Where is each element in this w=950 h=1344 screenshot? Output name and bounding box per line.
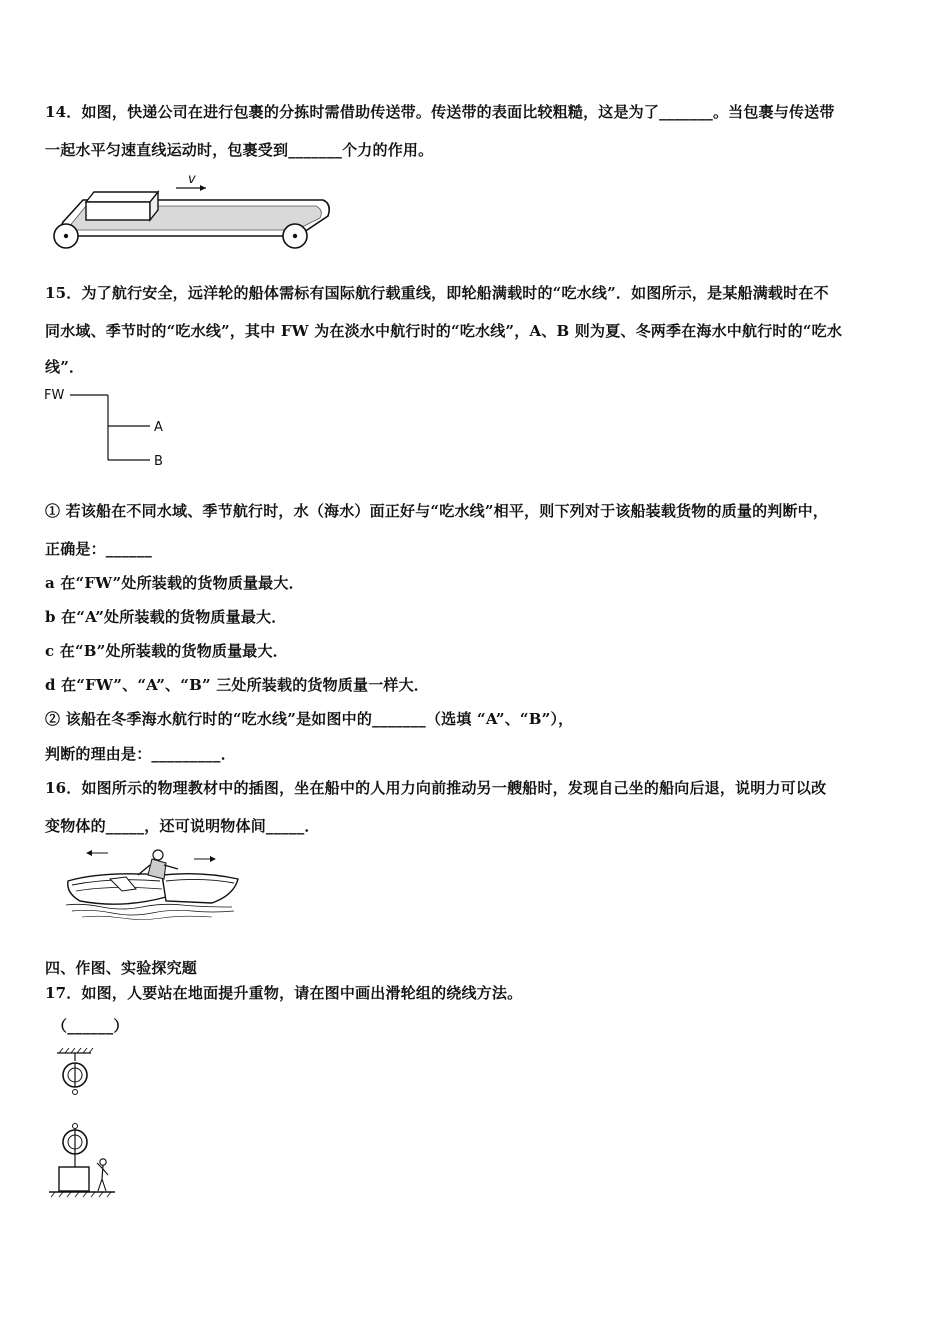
q15-sub1-line1: ① 若该船在不同水域、季节航行时，水（海水）面正好与“吃水线”相平，则下列对于该船装载货物的质量的判断中， — [45, 502, 829, 520]
q15-sub1-line2: 正确是：______ — [45, 540, 153, 558]
q15-sub2-line1: ② 该船在冬季海水航行时的“吃水线”是如图中的_______（选填 “A”、“B”）， — [45, 710, 574, 728]
q15-text-line2: 同水域、季节时的“吃水线”，其中 FW 为在淡水中航行时的“吃水线”，A、B 则为夏、冬两季在海水中航行时的“吃水 — [45, 322, 843, 340]
q15-option-a: a 在“FW”处所装载的货物质量最大． — [45, 574, 304, 592]
q15-option-c: c 在“B”处所装载的货物质量最大． — [45, 642, 288, 660]
q17-answer-blank: （______） — [52, 1017, 129, 1035]
q15-sub2-line2: 判断的理由是：_________． — [45, 745, 236, 763]
label-b: B — [154, 454, 163, 469]
q16-text-line2: 变物体的_____，还可说明物体间_____． — [45, 817, 320, 835]
conveyor-belt-figure — [48, 172, 333, 252]
boats-figure — [62, 845, 242, 923]
person-head-icon — [153, 850, 163, 860]
label-a: A — [154, 420, 163, 435]
q15-option-b: b 在“A”处所装载的货物质量最大． — [45, 608, 287, 626]
waterline-figure — [42, 384, 182, 474]
weight-box — [59, 1167, 89, 1191]
left-arrow-icon — [86, 850, 92, 856]
package-box — [86, 202, 150, 220]
label-fw: FW — [44, 388, 65, 403]
pulley-figure — [45, 1045, 125, 1205]
q14-text-line2: 一起水平匀速直线运动时，包裹受到_______个力的作用。 — [45, 141, 434, 159]
right-boat — [162, 874, 238, 903]
stick-person-icon — [100, 1159, 106, 1165]
velocity-label: v — [188, 172, 196, 187]
right-arrow-icon — [210, 856, 216, 862]
q14-text-line1: 14．如图，快递公司在进行包裹的分拣时需借助传送带。传送带的表面比较粗糙，这是为了_______。当包裹与传送带 — [45, 103, 835, 121]
section4-title: 四、作图、实验探究题 — [45, 959, 198, 977]
q15-text-line1: 15．为了航行安全，远洋轮的船体需标有国际航行载重线，即轮船满载时的“吃水线”．如图所示，是某船满载时在不 — [45, 284, 829, 302]
q15-text-line3: 线”． — [45, 358, 85, 376]
q15-option-d: d 在“FW”、“A”、“B” 三处所装载的货物质量一样大． — [45, 676, 430, 694]
q16-text-line1: 16．如图所示的物理教材中的插图，坐在船中的人用力向前推动另一艘船时，发现自己坐的船向后退，说明力可以改 — [45, 779, 827, 797]
q17-text-line1: 17．如图，人要站在地面提升重物，请在图中画出滑轮组的绕线方法。 — [45, 984, 523, 1002]
